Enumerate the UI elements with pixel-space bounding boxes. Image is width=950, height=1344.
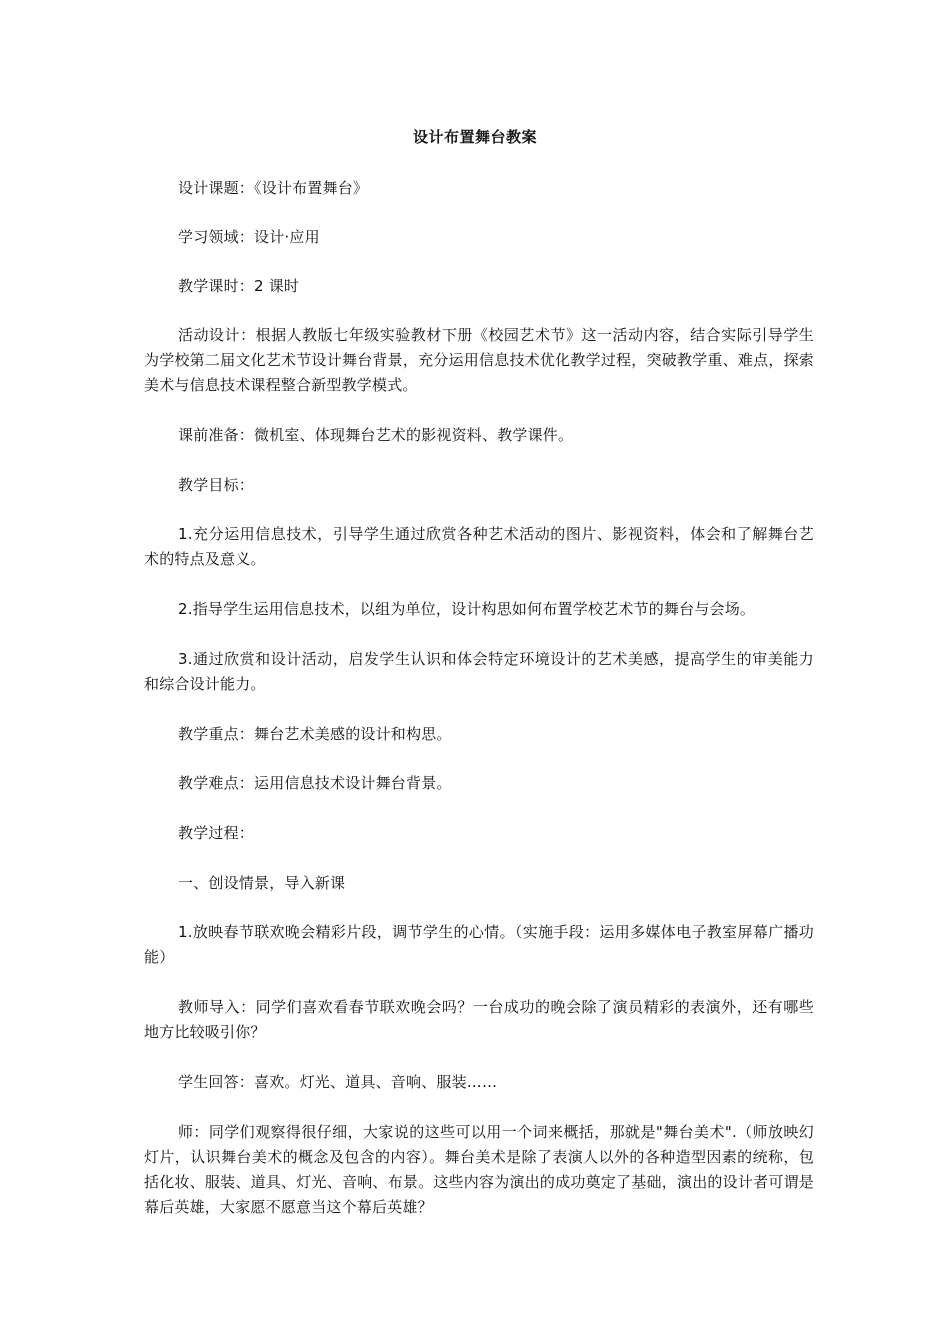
paragraph-objective-3: 3.通过欣赏和设计活动，启发学生认识和体会特定环境设计的艺术美感，提高学生的审美能力和综合设计能力。 [144,650,814,693]
paragraph-field: 学习领域：设计·应用 [178,228,320,246]
document-title: 设计布置舞台教案 [412,128,537,146]
paragraph-activity-design: 活动设计：根据人教版七年级实验教材下册《校园艺术节》这一活动内容，结合实际引导学生为学校第二届文化艺术节设计舞台背景，充分运用信息技术优化教学过程，突破教学重、难点，探索美术与信息技术课程整合新型教学模式。 [144,326,814,394]
paragraph-step-1: 1.放映春节联欢晚会精彩片段，调节学生的心情。（实施手段：运用多媒体电子教室屏幕广播功能） [144,923,814,966]
paragraph-teacher-explanation: 师：同学们观察得很仔细，大家说的这些可以用一个词来概括，那就是"舞台美术".（师放映幻灯片，认识舞台美术的概念及包含的内容）。舞台美术是除了表演人以外的各种造型因素的统称，包括化妆、服装、道具、灯光、音响、布景。这些内容为演出的成功奠定了基础，演出的设计者可谓是幕后英雄，大家愿不愿意当这个幕后英雄？ [144,1123,814,1216]
paragraph-difficulty: 教学难点：运用信息技术设计舞台背景。 [178,774,452,792]
paragraph-student-answer: 学生回答：喜欢。灯光、道具、音响、服装…… [178,1073,498,1091]
paragraph-topic: 设计课题：《设计布置舞台》 [178,179,369,197]
paragraph-process-heading: 教学过程： [178,824,255,842]
paragraph-section-1-heading: 一、创设情景，导入新课 [178,874,346,892]
paragraph-objectives-heading: 教学目标： [178,476,255,494]
paragraph-objective-2: 2.指导学生运用信息技术，以组为单位，设计构思如何布置学校艺术节的舞台与会场。 [178,600,756,618]
paragraph-objective-1: 1.充分运用信息技术，引导学生通过欣赏各种艺术活动的图片、影视资料，体会和了解舞台艺术的特点及意义。 [144,525,814,568]
paragraph-hours: 教学课时：2 课时 [178,277,300,295]
paragraph-preparation: 课前准备：微机室、体现舞台艺术的影视资料、教学课件。 [178,426,574,444]
paragraph-teacher-intro: 教师导入：同学们喜欢看春节联欢晚会吗？一台成功的晚会除了演员精彩的表演外，还有哪些地方比较吸引你？ [144,998,814,1041]
paragraph-key-point: 教学重点：舞台艺术美感的设计和构思。 [178,725,452,743]
